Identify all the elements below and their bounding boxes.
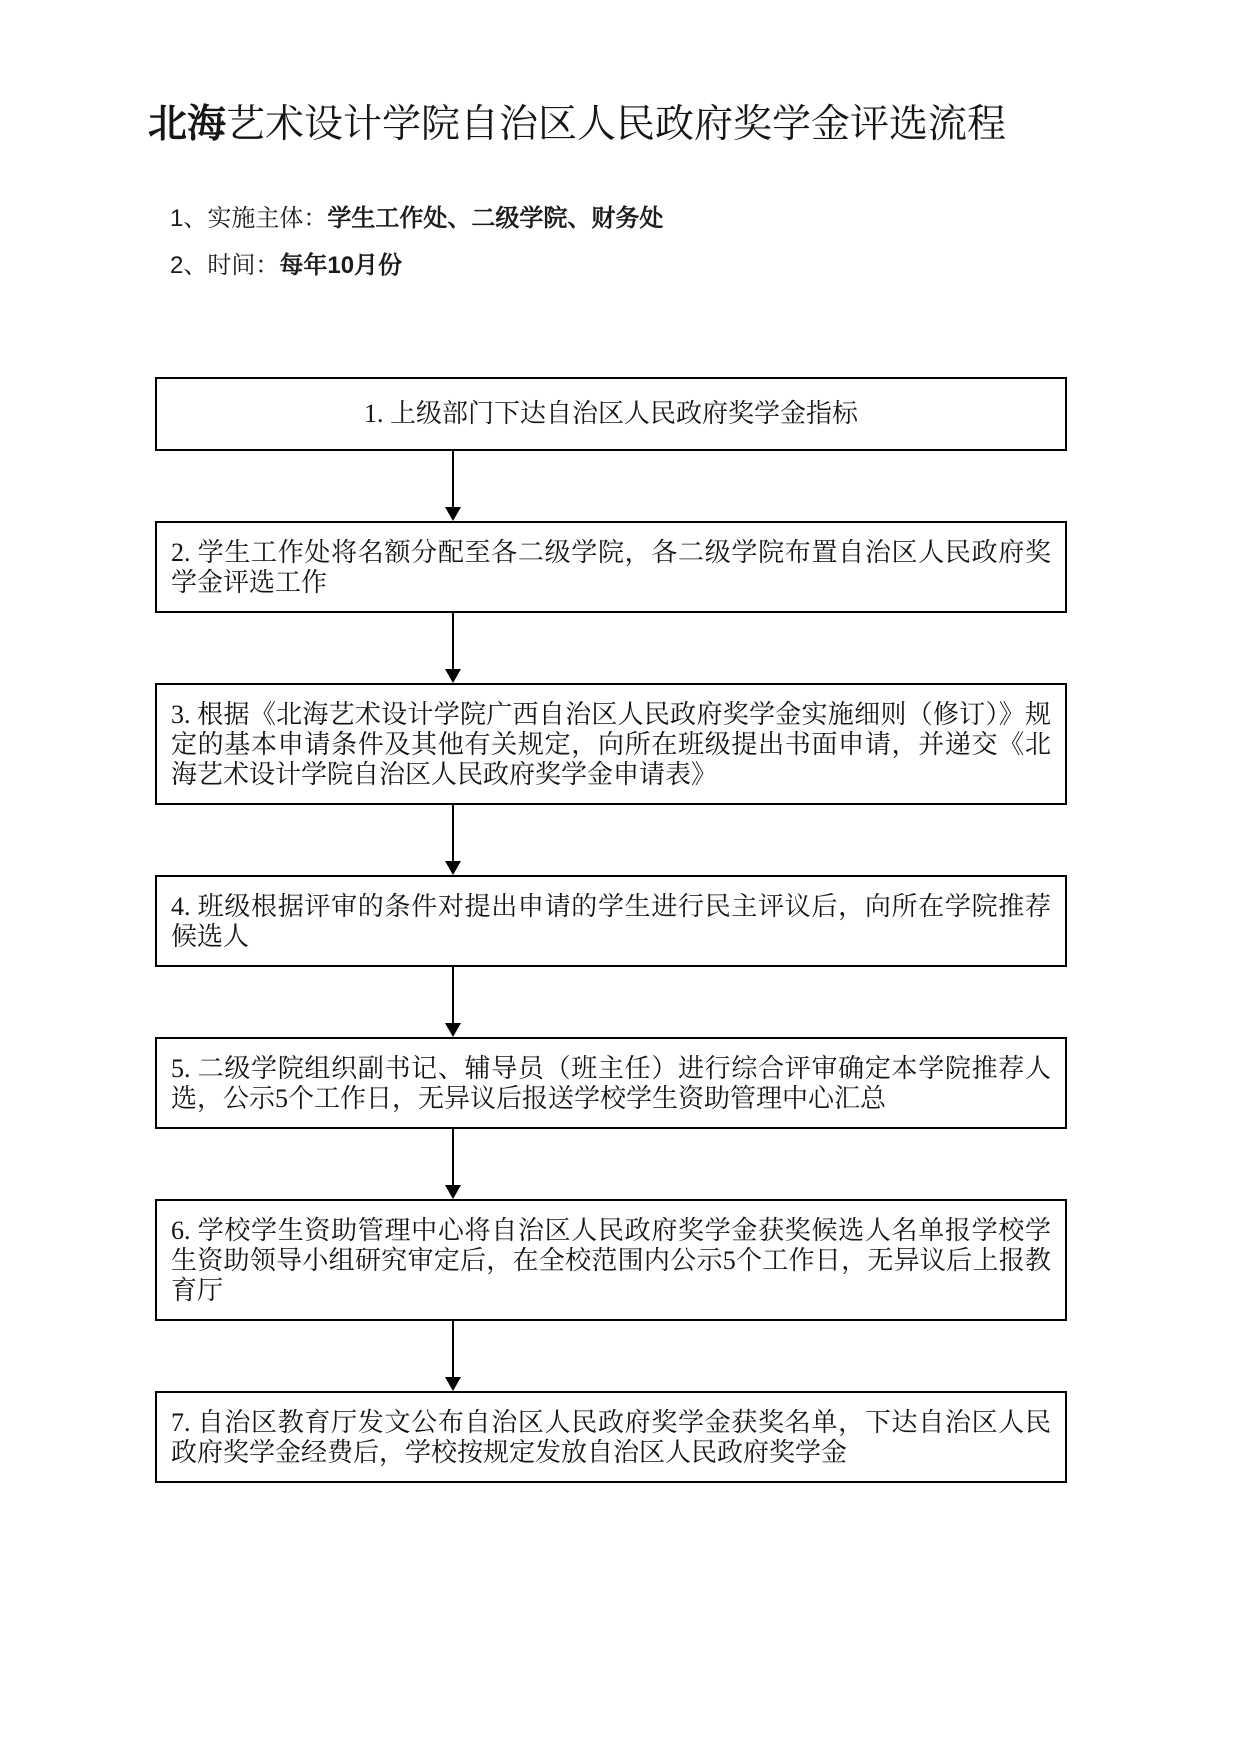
flow-step-4: [155, 875, 1067, 967]
flowchart: [155, 377, 1067, 1483]
flow-connector-3: [445, 805, 461, 875]
arrow-down-icon: [445, 861, 461, 875]
arrow-down-icon: [445, 669, 461, 683]
arrow-line: [452, 805, 454, 861]
page-title: [0, 0, 1240, 148]
step-text: 2. 学生工作处将名额分配至各二级学院，各二级学院布置自治区人民政府奖学金评选工作: [171, 537, 1051, 597]
flow-connector-2: [445, 613, 461, 683]
note-item-2: [170, 251, 1240, 281]
arrow-line: [452, 613, 454, 669]
arrow-line: [452, 451, 454, 507]
note-label: 1、实施主体：: [170, 204, 328, 232]
flow-step-1: [155, 377, 1067, 451]
arrow-line: [452, 1129, 454, 1185]
step-text: 6. 学校学生资助管理中心将自治区人民政府奖学金获奖候选人名单报学校学生资助领导小组研究审定后，在全校范围内公示5个工作日，无异议后上报教育厅: [171, 1215, 1051, 1305]
arrow-down-icon: [445, 507, 461, 521]
arrow-line: [452, 967, 454, 1023]
title-emphasis: 北海: [148, 103, 227, 146]
note-label: 2、时间：: [170, 251, 280, 279]
flow-connector-6: [445, 1321, 461, 1391]
step-text: 5. 二级学院组织副书记、辅导员（班主任）进行综合评审确定本学院推荐人选，公示5个工作日，无异议后报送学校学生资助管理中心汇总: [171, 1053, 1051, 1113]
flow-connector-5: [445, 1129, 461, 1199]
flow-connector-4: [445, 967, 461, 1037]
note-item-1: [170, 204, 1240, 234]
step-text: 1. 上级部门下达自治区人民政府奖学金指标: [363, 398, 858, 428]
flow-step-7: [155, 1391, 1067, 1483]
flow-step-6: [155, 1199, 1067, 1321]
title-rest: 艺术设计学院自治区人民政府奖学金评选流程: [226, 103, 1007, 146]
flow-connector-1: [445, 451, 461, 521]
arrow-down-icon: [445, 1023, 461, 1037]
arrow-line: [452, 1321, 454, 1377]
arrow-down-icon: [445, 1185, 461, 1199]
step-text: 3. 根据《北海艺术设计学院广西自治区人民政府奖学金实施细则（修订）》规定的基本申请条件及其他有关规定，向所在班级提出书面申请，并递交《北海艺术设计学院自治区人民政府奖学金申请表》: [171, 699, 1051, 789]
notes-list: [170, 204, 1240, 281]
flow-step-2: [155, 521, 1067, 613]
flow-step-3: [155, 683, 1067, 805]
flow-step-5: [155, 1037, 1067, 1129]
arrow-down-icon: [445, 1377, 461, 1391]
note-value: 每年10月份: [279, 251, 403, 279]
note-value: 学生工作处、二级学院、财务处: [327, 204, 664, 232]
step-text: 7. 自治区教育厅发文公布自治区人民政府奖学金获奖名单，下达自治区人民政府奖学金经费后，学校按规定发放自治区人民政府奖学金: [171, 1407, 1051, 1467]
step-text: 4. 班级根据评审的条件对提出申请的学生进行民主评议后，向所在学院推荐候选人: [171, 891, 1051, 951]
